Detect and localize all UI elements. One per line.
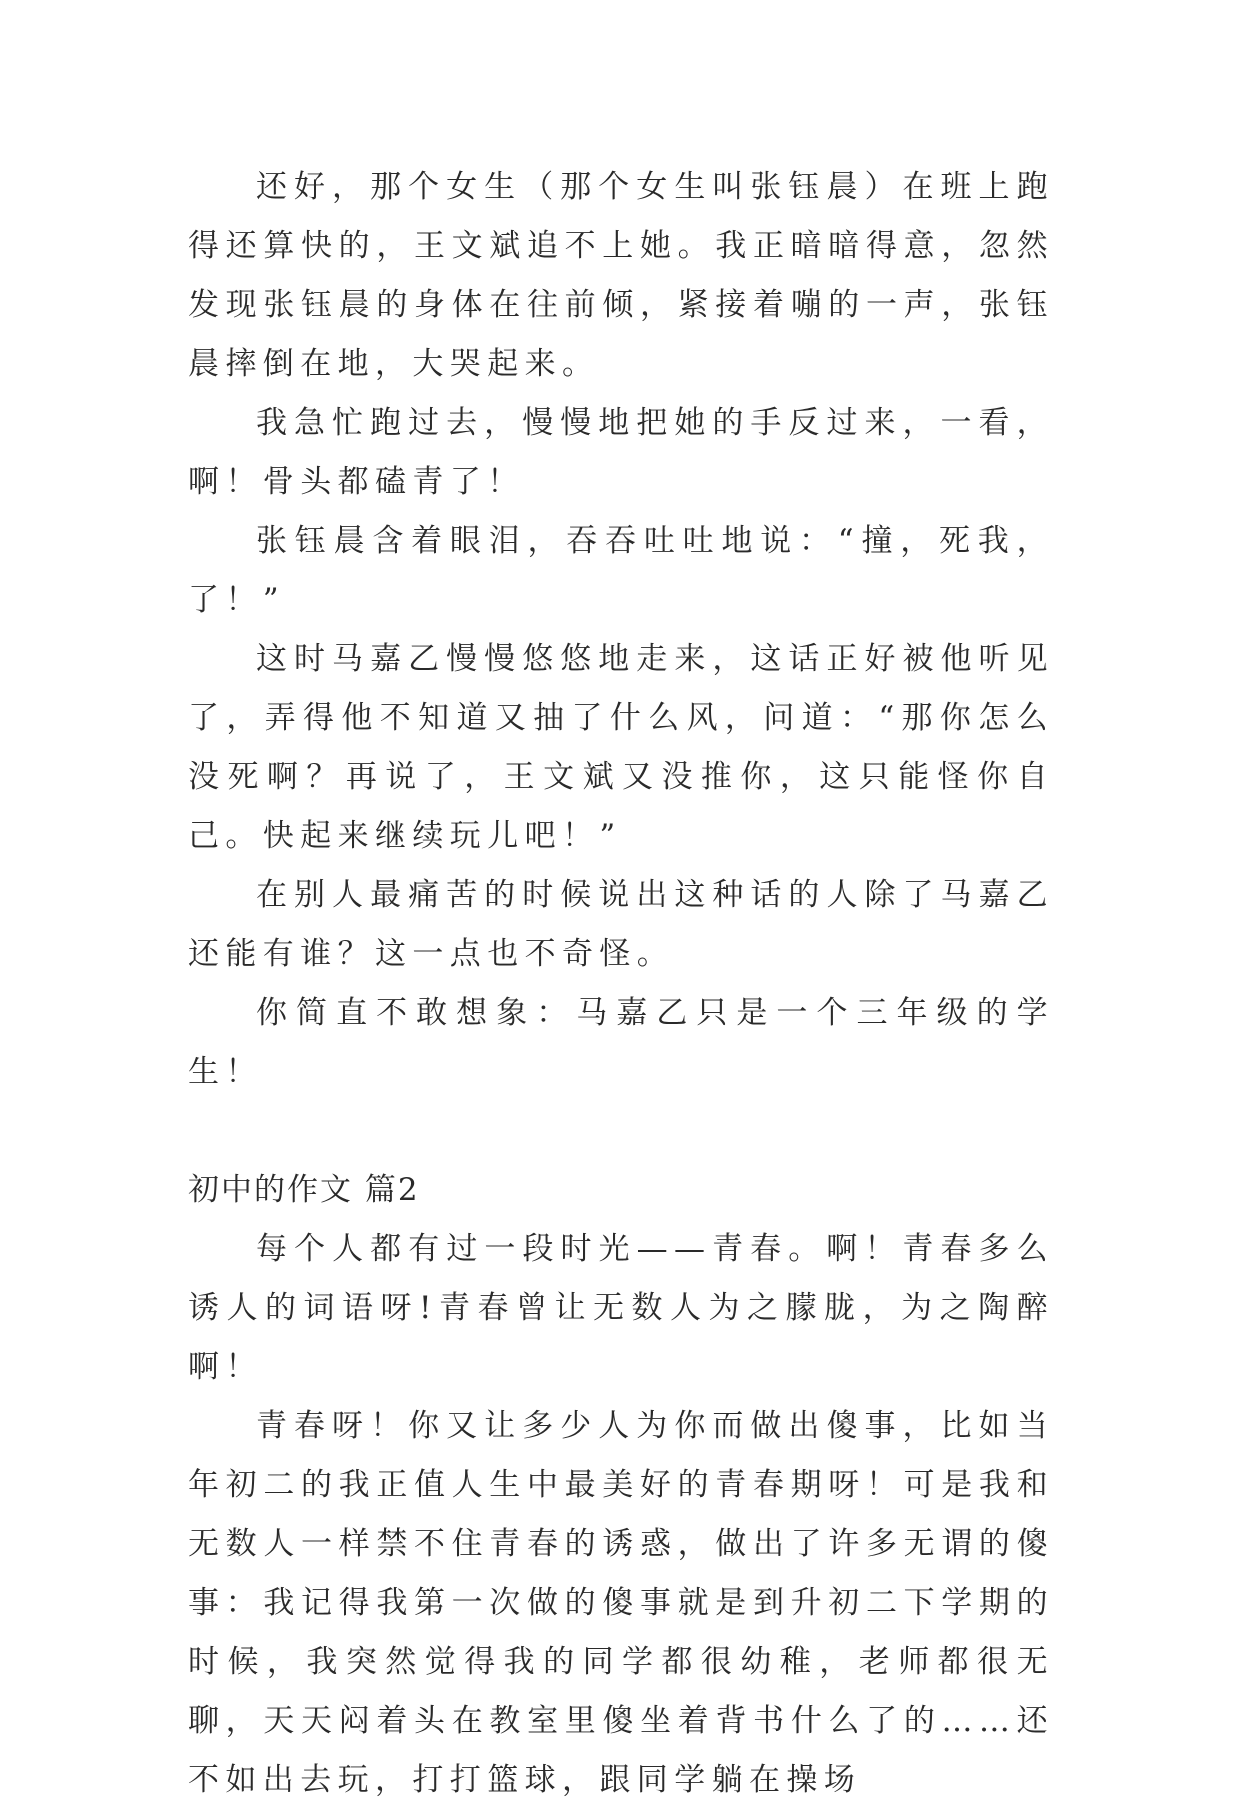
paragraph: 还好，那个女生（那个女生叫张钰晨）在班上跑得还算快的，王文斌追不上她。我正暗暗得意，忽然发现张钰晨的身体在往前倾，紧接着嘣的一声，张钰晨摔倒在地，大哭起来。	[188, 169, 1054, 382]
paragraph: 我急忙跑过去，慢慢地把她的手反过来，一看，啊！骨头都磕青了！	[188, 405, 1054, 500]
paragraph: 每个人都有过一段时光——青春。啊！青春多么诱人的词语呀!青春曾让无数人为之朦胧，为之陶醉啊！	[188, 1231, 1054, 1385]
essay-body	[188, 158, 1054, 1810]
paragraph: 这时马嘉乙慢慢悠悠地走来，这话正好被他听见了，弄得他不知道又抽了什么风，问道：“那你怎么没死啊？再说了，王文斌又没推你，这只能怪你自己。快起来继续玩儿吧！”	[188, 641, 1054, 854]
paragraph: 青春呀！你又让多少人为你而做出傻事，比如当年初二的我正值人生中最美好的青春期呀！可是我和无数人一样禁不住青春的诱惑，做出了许多无谓的傻事：我记得我第一次做的傻事就是到升初二下学期的时候，我突然觉得我的同学都很幼稚，老师都很无聊，天天闷着头在教室里傻坐着背书什么了的……还不如出去玩，打打篮球，跟同学躺在操场	[188, 1408, 1054, 1798]
paragraph: 在别人最痛苦的时候说出这种话的人除了马嘉乙还能有谁？这一点也不奇怪。	[188, 877, 1054, 972]
paragraph: 你简直不敢想象：马嘉乙只是一个三年级的学生！	[188, 995, 1054, 1090]
paragraph: 张钰晨含着眼泪，吞吞吐吐地说：“撞，死我，了！”	[188, 523, 1054, 618]
essay-title: 初中的作文 篇2	[188, 1172, 420, 1208]
